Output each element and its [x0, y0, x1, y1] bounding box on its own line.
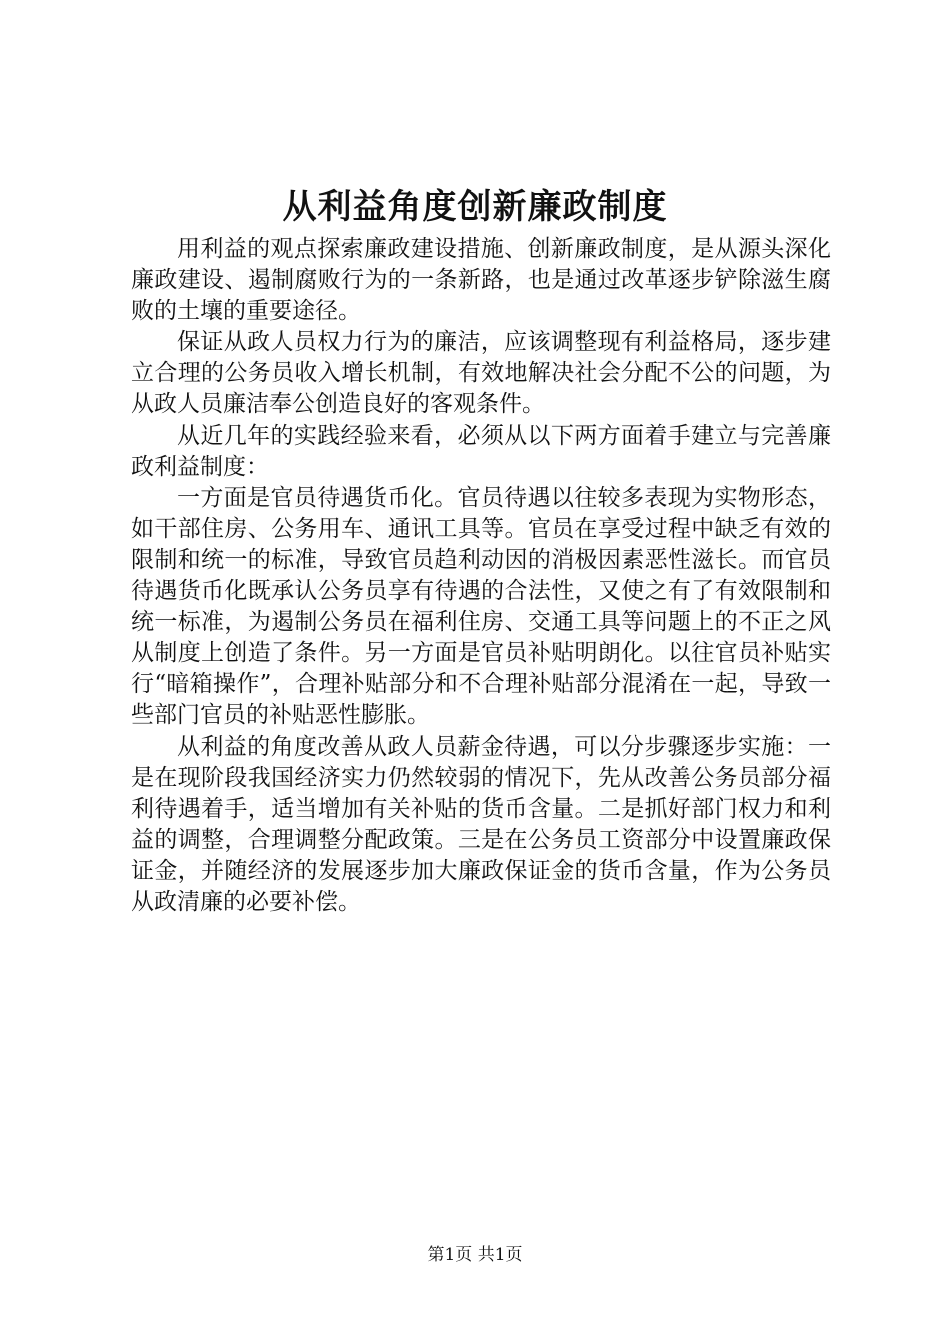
paragraph-4: 一方面是官员待遇货币化。官员待遇以往较多表现为实物形态，如干部住房、公务用车、通讯工具等。官员在享受过程中缺乏有效的限制和统一的标准，导致官员趋利动因的消极因素恶性滋长。而官员待遇货币化既承认公务员享有待遇的合法性，又使之有了有效限制和统一标准，为遏制公务员在福利住房、交通工具等问题上的不正之风从制度上创造了条件。另一方面是官员补贴明朗化。以往官员补贴实行“暗箱操作”，合理补贴部分和不合理补贴部分混淆在一起，导致一些部门官员的补贴恶性膨胀。	[131, 484, 831, 729]
paragraph-1: 用利益的观点探索廉政建设措施、创新廉政制度，是从源头深化廉政建设、遏制腐败行为的一条新路，也是通过改革逐步铲除滋生腐败的土壤的重要途径。	[131, 236, 831, 325]
paragraph-2: 保证从政人员权力行为的廉洁，应该调整现有利益格局，逐步建立合理的公务员收入增长机制，有效地解决社会分配不公的问题，为从政人员廉洁奉公创造良好的客观条件。	[131, 329, 831, 418]
paragraph-5: 从利益的角度改善从政人员薪金待遇，可以分步骤逐步实施：一是在现阶段我国经济实力仍然较弱的情况下，先从改善公务员部分福利待遇着手，适当增加有关补贴的货币含量。二是抓好部门权力和利益的调整，合理调整分配政策。三是在公务员工资部分中设置廉政保证金，并随经济的发展逐步加大廉政保证金的货币含量，作为公务员从政清廉的必要补偿。	[131, 733, 831, 915]
document-title: 从利益角度创新廉政制度	[282, 187, 668, 227]
paragraph-3: 从近几年的实践经验来看，必须从以下两方面着手建立与完善廉政利益制度：	[131, 422, 831, 480]
page-footer: 第1页 共1页	[427, 1245, 523, 1265]
document-body	[131, 234, 831, 918]
